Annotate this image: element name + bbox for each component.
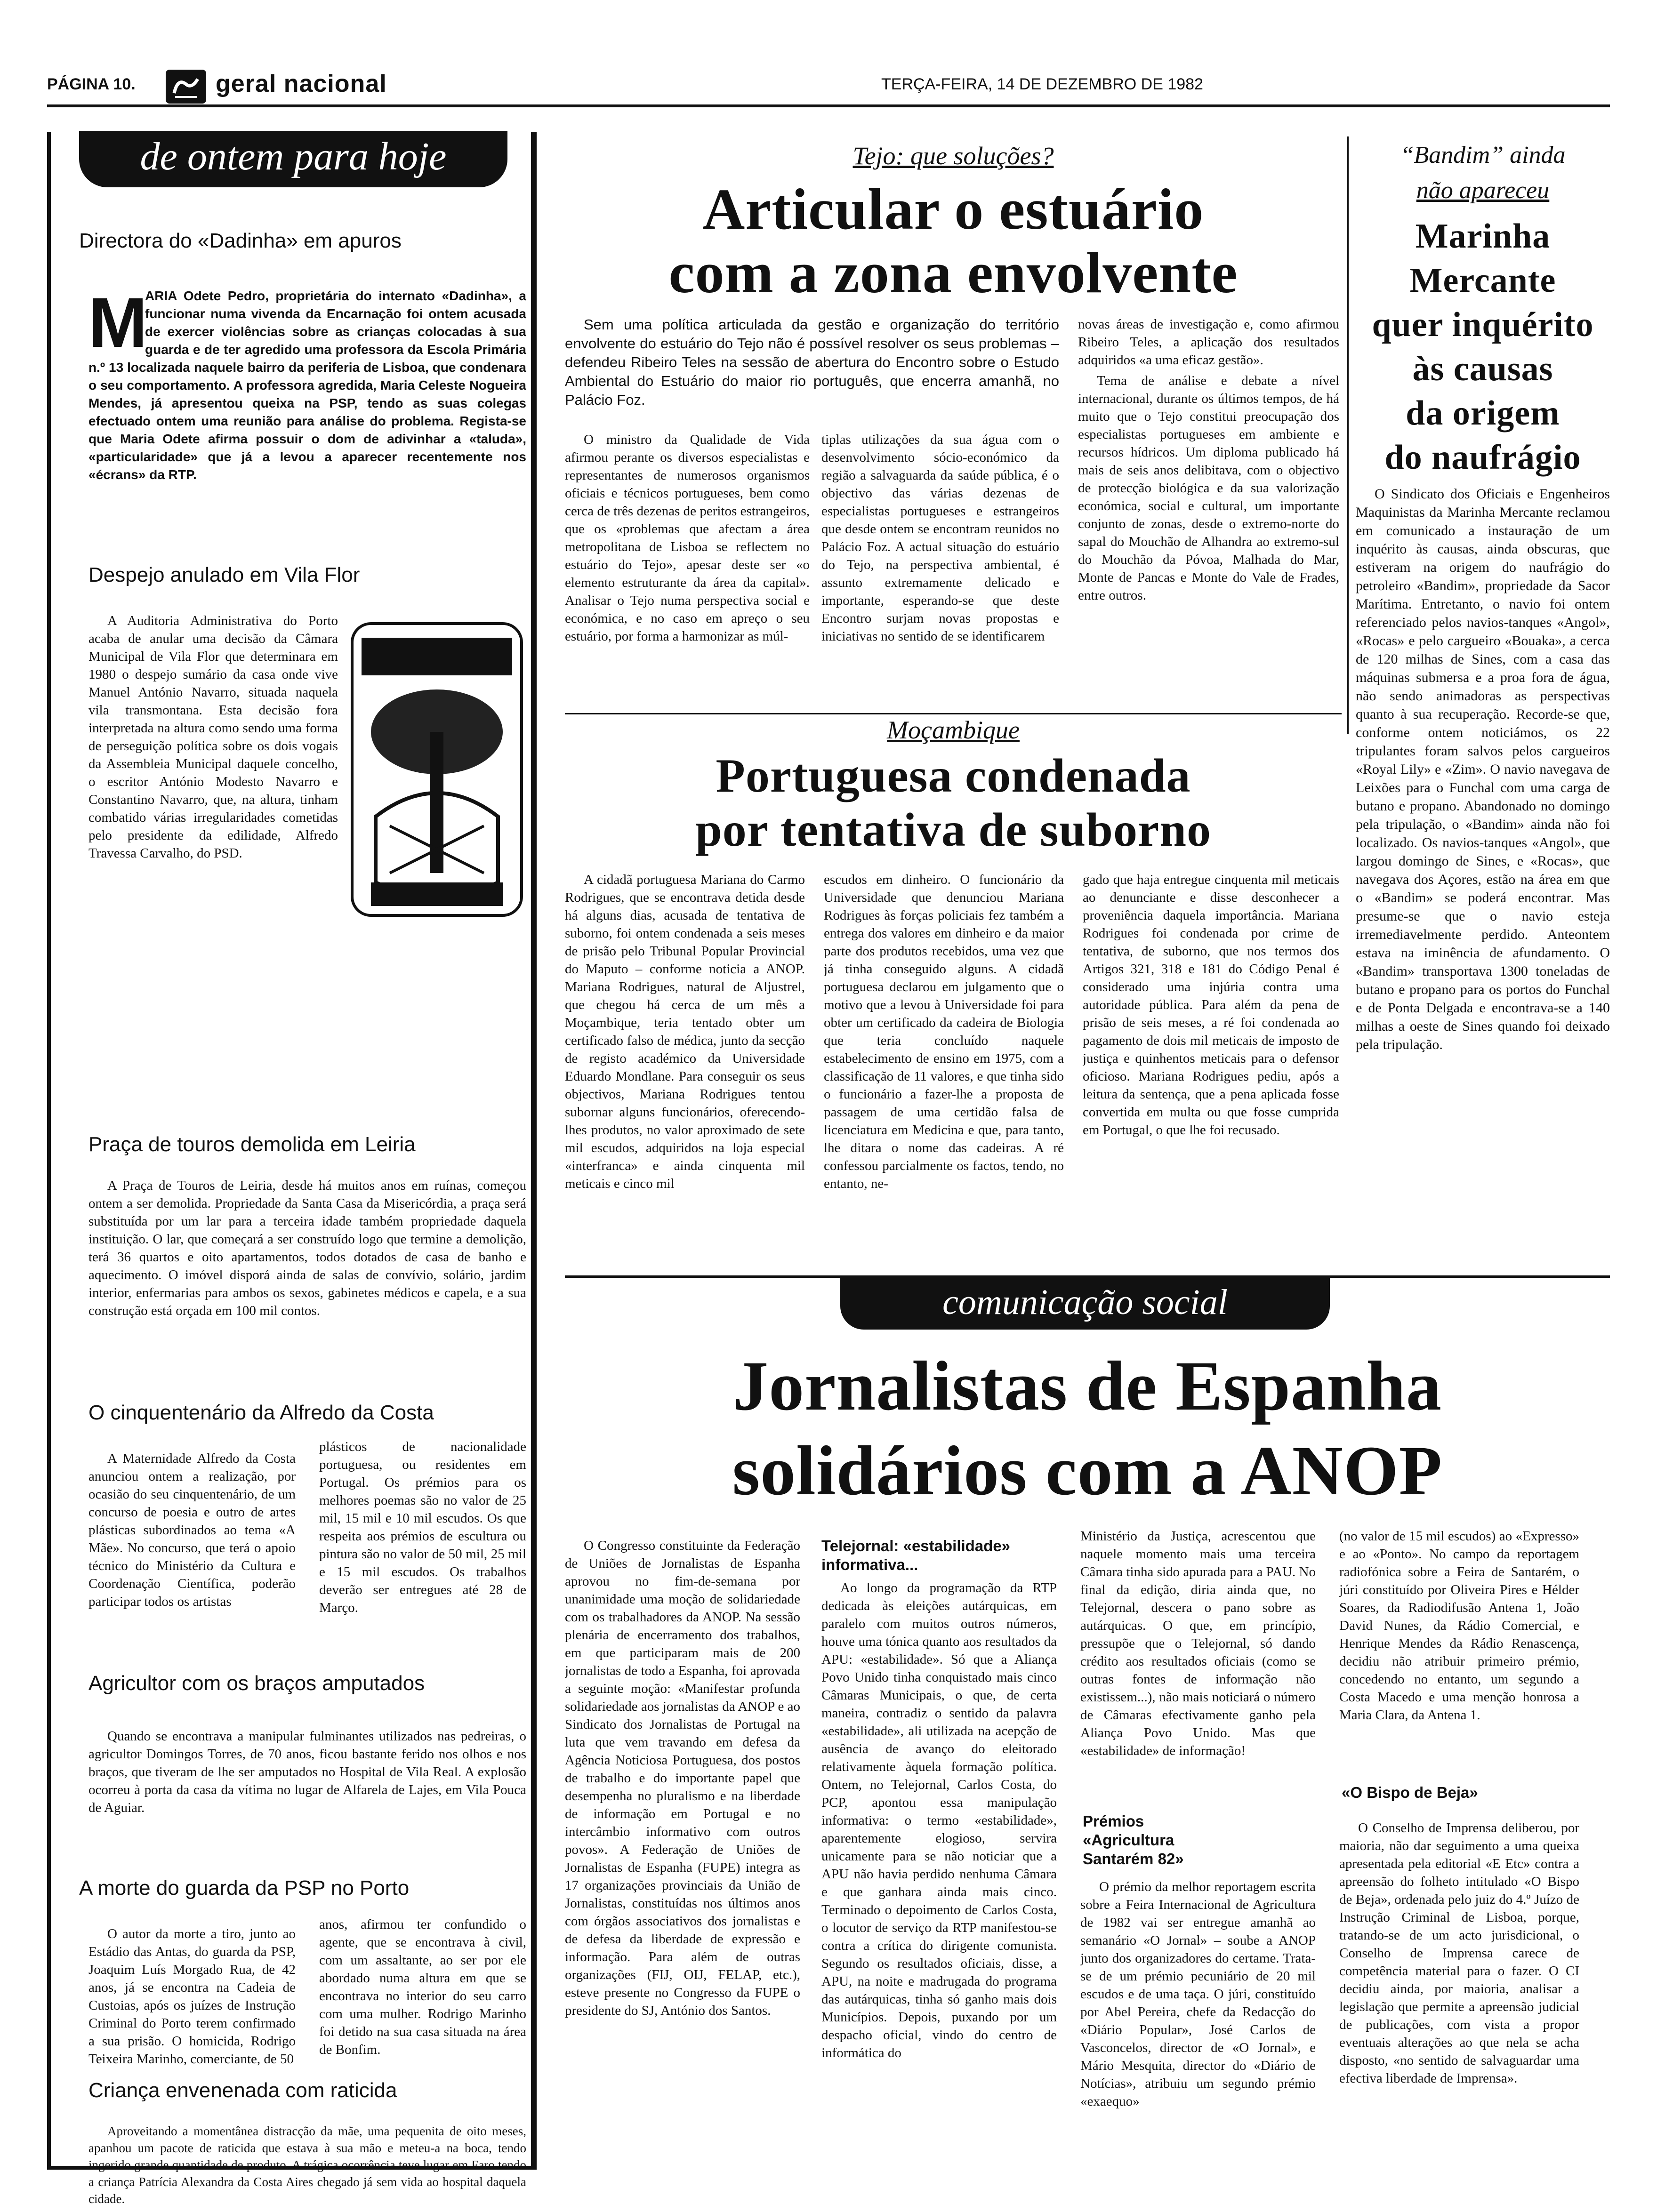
tejo-lead: Sem uma política articulada da gestão e organização do território envolvente do estuário do Tejo não é possível resolver os seus problemas – defendeu Ribeiro Teles na sessão de abertura do Encontro sobre o Estudo Ambiental do Estuário do maior rio português, que encerra amanhã, no Palácio Foz. xyxy=(565,316,1059,408)
item-body-agricultor: Quando se encontrava a manipular fulminantes utilizados nas pedreiras, o agricultor Domingos Torres, de 70 anos, ficou bastante ferido nos olhos e nos braços, que tiveram de lhe ser amputados no Hospital de Vila Real. A explosão ocorreu à porta da casa da vítima no lugar de Alfarela de Lajes, em Vila Pouca de Aguiar. xyxy=(88,1729,526,1815)
mocambique-kicker: Moçambique xyxy=(887,716,1020,744)
item-body-vila-flor: A Auditoria Administrativa do Porto acaba de anular uma decisão da Câmara Municipal de Vila Flor que determinara em 1980 o despejo sumário da casa onde vive Manuel António Navarro, situada naquela vila transmontana. Esta decisão fora interpretada na altura como sendo uma forma de perseguição política sobre os dois vogais da Assembleia Municipal daquele concelho, o escritor António Modesto Navarro e Constantino Navarro, que, na altura, tinham combatido várias irregularidades cometidas pelo presidente da edilidade, Alfredo Travessa Carvalho, do PSD. xyxy=(88,613,338,861)
item-body-alfredo-costa-b: plásticos de nacionalidade portuguesa, ou residentes em Portugal. Os prémios para os melhores poemas são no valor de 25 mil, 15 mil e 10 mil escudos. Os que respeita aos prémios de escultura ou pintura são no valor de 50 mil, 25 mil e 15 mil escudos. Os trabalhos deverão ser entregues até 28 de Março. xyxy=(319,1439,526,1615)
mocambique-col2: escudos em dinheiro. O funcionário da Universidade que denunciou Mariana Rodrigues às forças policiais fez também a entrega dos valores em dinheiro e da maior parte dos produtos recebidos, uma vez que já tinha conseguido alguns. A cidadã portuguesa declarou em julgamento que o motivo que a levou à Universidade foi para obter um certificado da cadeira de Biologia que teria concluído naquele estabelecimento de ensino em 1975, com a classificação de 11 valores, e que tinha sido o funcionário a fazer-lhe a proposta de passagem de uma certidão falsa de licenciatura em Medicina e que, para tanto, lhe ditara o nome das cadeiras. A ré confessou parcialmente os factos, tendo, no entanto, ne- xyxy=(824,872,1064,1191)
item-title-alfredo-costa: O cinquentenário da Alfredo da Costa xyxy=(88,1401,434,1424)
item-title-dadinha: Directora do «Dadinha» em apuros xyxy=(79,229,402,252)
item-title-vila-flor: Despejo anulado em Vila Flor xyxy=(88,563,360,586)
tejo-headline-line2: com a zona envolvente xyxy=(668,240,1238,305)
item-body-alfredo-costa-a: A Maternidade Alfredo da Costa anunciou ontem a realização, por ocasião do seu cinquentenário, de um concurso de poesia e outro de artes plásticas subordinados ao tema «A Mãe». No concurso, que terá o apoio técnico do Ministério da Cultura e Coordenação Científica, poderão participar todos os artistas xyxy=(88,1451,296,1609)
item-body-leiria: A Praça de Touros de Leiria, desde há muitos anos em ruínas, começou ontem a ser demolida. Propriedade da Santa Casa da Misericórdia, a praça será substituída por um lar para a terceira idade também propriedade daquela instituição. O lar, que começará a ser construído logo que termine a demolição, terá 36 quartos e oito apartamentos, todos dotados de casa de banho e aquecimento. O imóvel disporá ainda de salas de convívio, solário, jardim interior, enfermarias para ambos os sexos, gabinetes médicos e capela, e a sua construção está orçada em 100 mil contos. xyxy=(88,1178,526,1318)
tejo-bottom-rule xyxy=(565,713,1342,714)
mocambique-headline-line1: Portuguesa condenada xyxy=(716,749,1191,802)
issue-date: TERÇA-FEIRA, 14 DE DEZEMBRO DE 1982 xyxy=(881,75,1203,93)
newspaper-logo xyxy=(166,70,206,104)
bandim-headline-line: da origem xyxy=(1406,394,1560,433)
anop-headline-line2: solidários com a ANOP xyxy=(732,1432,1443,1510)
item-body-dadinha: ARIA Odete Pedro, proprietária do internato «Dadinha», a funcionar numa vivenda da Encarnação foi ontem acusada de exercer violências sobre as crianças colocadas à sua guarda e de ter agredido uma professora da Escola Primária n.º 13 localizada naquele bairro da periferia de Lisboa, que condenara o seu comportamento. A professora agredida, Maria Celeste Nogueira Mendes, já apresentou queixa na PSP, tendo as suas colegas efectuado ontem uma reunião para análise do problema. Regista-se que Maria Odete afirma possuir o dom de adivinhar a «taluda», «particularidade» que já a levou a aparecer recentemente nos «écrans» da RTP. xyxy=(88,289,526,482)
dropcap: M xyxy=(88,283,147,362)
tejo-headline-line1: Articular o estuário xyxy=(702,177,1204,241)
anop-col1: O Congresso constituinte da Federação de Uniões de Jornalistas de Espanha aprovou no fim-de-semana por unanimidade uma moção de solidariedade com os trabalhadores da ANOP. Na sessão plenária de encerramento dos trabalhos, em que participaram mais de 200 jornalistas de todo a Espanha, foi aprovada a seguinte moção: «Manifestar profunda solidariedade aos jornalistas da ANOP e ao Sindicato dos Jornalistas de Portugal na luta que vem travando em defesa da Agência Noticiosa Portuguesa, dos postos de trabalho e do importante papel que desempenha no pluralismo e na liberdade de informação em Portugal e no intercâmbio informativo com outros povos». A Federação de Uniões de Jornalistas de Espanha (FUPE) integra as 17 organizações provinciais da União de Jornalistas, constituídas nos últimos anos com órgãos associativos dos jornalistas e de defesa da liberdade de expressão e informação. Para além de outras organizações (FIJ, OIJ, FELAP, etc.), esteve presente no Congresso da FUPE o presidente do SJ, António dos Santos. xyxy=(565,1538,800,2018)
bandim-headline xyxy=(1356,214,1610,480)
anop-col4a: (no valor de 15 mil escudos) ao «Expresso» e ao «Ponto». No campo da reportagem radiofónica sobre a Feira de Santarém, o júri constituído por Oliveira Pires e Hélder Soares, da Radiodifusão Antena 1, João David Nunes, da Rádio Comercial, e Henrique Mendes da Rádio Renascença, decidiu não atribuir primeiro prémio, concedendo no entanto, um segundo a Costa Macedo e uma menção honrosa a Maria Clara, da Antena 1. xyxy=(1339,1529,1579,1723)
vila-flor-crest-image xyxy=(347,619,526,920)
anop-col4b: O Conselho de Imprensa deliberou, por maioria, não dar seguimento a uma queixa apresentada pela editorial «E Etc» contra a apreensão do folheto intitulado «O Bispo de Beja», ordenada pelo juiz do 4.º Juízo de Instrução Criminal de Lisboa, porque, tratando-se de um acto jurisdicional, o Conselho de Imprensa carece de competência material para o fazer. O CI decidiu ainda, por maioria, analisar a legislação que permite a apreensão judicial de publicações, com vista a propor eventuais alterações ao que nela se acha disposto, «no sentido de salvaguardar uma efectiva liberdade de Imprensa». xyxy=(1339,1820,1579,2086)
tejo-col1: O ministro da Qualidade de Vida afirmou perante os diversos especialistas e representantes de numerosos organismos oficiais e técnicos portugueses, bem como cerca de três dezenas de peritos estrangeiros, que os «problemas que afectam a área metropolitana de Lisboa se reflectem no estuário do Tejo», apesar deste ser «o elemento estruturante da área da capital». Analisar o Tejo numa perspectiva social e económica, e no caso em apreço o seu estuário, por forma a harmonizar as múl- xyxy=(565,432,810,644)
premios-subhead: Prémios «Agricultura Santarém 82» xyxy=(1083,1812,1184,1867)
left-column xyxy=(47,132,537,2206)
item-body-raticida: Aproveitando a momentânea distracção da mãe, uma pequenita de oito meses, apanhou um pacote de raticida que estava à sua mão e meteu-a na boca, tendo ingerido grande quantidade de produto. A trágica ocorrência teve lugar em Faro tendo a criança Patrícia Alexandra da Costa Aires chegado já sem vida ao hospital daquela cidade. xyxy=(88,2124,526,2206)
tejo-col2: tiplas utilizações da sua água com o desenvolvimento sócio-económico da região a salvaguarda da saúde pública, é o objectivo das várias dezenas de especialistas portugueses e estrangeiros que desde ontem se encontram reunidos no Palácio Foz. A actual situação do estuário do Tejo, na perspectiva ambiental, é assunto extremamente delicado e importante, esperando-se que deste Encontro surjam novas propostas e iniciativas no sentido de se identificarem xyxy=(821,432,1059,644)
bandim-headline-line: Mercante xyxy=(1409,261,1556,300)
item-body-guarda-psp-b: anos, afirmou ter confundido o agente, que se encontrava à civil, com um assaltante, ao ser por ele abordado numa altura em que se encontrava no interior do seu carro com uma mulher. Rodrigo Marinho foi detido na sua casa situada na área de Bonfim. xyxy=(319,1917,526,2057)
item-title-agricultor: Agricultor com os braços amputados xyxy=(88,1672,425,1695)
bandim-headline-line: às causas xyxy=(1412,350,1553,388)
section-title: geral nacional xyxy=(216,70,387,97)
mocambique-col3: gado que haja entregue cinquenta mil meticais ao denunciante e disse desconhecer a proveniência daquela importância. Mariana Rodrigues foi condenada por crime de tentativa, de suborno, que nos termos dos Artigos 321, 318 e 181 do Código Penal é considerado uma injúria contra uma autoridade pública. Para além da pena de prisão de seis meses, a ré foi condenada ao pagamento de dois mil meticais de imposto de justiça e quinhentos meticais para o defensor oficioso. Mariana Rodrigues pediu, após a leitura da sentença, que a pena aplicada fosse convertida em multa ou que fosse cumprida em Portugal, o que lhe foi recusado. xyxy=(1083,872,1339,1138)
anop-col2: Ao longo da programação da RTP dedicada às eleições autárquicas, em paralelo com muitos outros números, houve uma tónica quanto aos resultados da APU: «estabilidade». Só que a Aliança Povo Unido tinha conquistado mais cinco Câmaras Municipais, o que, de certa maneira, contradiz o sentido da palavra «estabilidade», ali utilizada na acepção de ausência de avanço do eleitorado relativamente àquela formação política. Ontem, no Telejornal, Carlos Costa, do PCP, apontou essa manipulação informativa: o termo «estabilidade», aparentemente elogioso, servira unicamente para se não noticiar que a APU não havia perdido nenhuma Câmara e que ganhara ainda mais cinco. Terminado o depoimento de Carlos Costa, o locutor de serviço da RTP manifestou-se contra a crítica do dirigente comunista. Segundo os resultados oficiais, disse, a APU, na noite e madrugada do programa das autárquicas, tinha só ganho mais dois Municípios. Depois, puxando por um despacho oficial, vindo do centro de informática do xyxy=(821,1580,1057,2060)
column-divider xyxy=(1347,136,1349,734)
ontem-banner: de ontem para hoje xyxy=(79,131,507,187)
item-title-guarda-psp: A morte do guarda da PSP no Porto xyxy=(79,1876,410,1899)
bandim-kicker-line1: “Bandim” ainda xyxy=(1400,142,1566,168)
bandim-headline-line: do naufrágio xyxy=(1384,438,1581,477)
comunicacao-social-banner: comunicação social xyxy=(840,1278,1330,1330)
mocambique-col1: A cidadã portuguesa Mariana do Carmo Rodrigues, que se encontrava detida desde há alguns dias, acusada de tentativa de suborno, foi ontem condenada a seis meses de prisão pelo Tribunal Popular Provincial do Maputo – conforme noticia a ANOP. Mariana Rodrigues, natural de Aljustrel, que chegou há cerca de um mês a Moçambique, teria tentado obter um certificado falso de médica, junto da secção de registo académico da Universidade Eduardo Mondlane. Para conseguir os seus objectivos, Mariana Rodrigues tentou subornar alguns funcionários, oferecendo-lhes produtos, no valor aproximado de sete mil escudos, adquiridos na loja especial «interfranca» e ainda cinquenta mil meticais e cinco mil xyxy=(565,872,805,1191)
bandim-body: O Sindicato dos Oficiais e Engenheiros Maquinistas da Marinha Mercante reclamou em comunicado a instauração de um inquérito às causas, ainda obscuras, que estiveram na origem do naufrágio do petroleiro «Bandim», propriedade da Sacor Marítima. Entretanto, o navio foi ontem referenciado pelos navios-tanques «Angol», «Rocas» e pelo cargueiro «Bouaka», a cerca de 120 milhas de Sines, com a casa das máquinas submersa e a proa fora de água, não sendo animadoras as perspectivas quanto à sua recuperação. Recorde-se que, conforme ontem noticiámos, os 22 tripulantes foram salvos pelos cargueiros «Royal Lily» e «Zim». O navio navegava de Leixões para o Funchal com uma carga de butano e propano. Abandonado no domingo pela tripulação, o «Bandim» ainda não foi localizado. Os navios-tanques «Angol», que largou domingo de Sines, e «Rocas», que navegava dos Açores, estão na área em que o «Bandim» se poderá encontrar. Mas presume-se que o navio esteja irremediavelmente perdido. Anteontem estava na iminência de afundamento. O «Bandim» transportava 1300 toneladas de butano e propano para os portos do Funchal e de Ponta Delgada e encontrava-se a 140 milhas a oeste de Sines quando foi deixado pela tripulação. xyxy=(1356,486,1610,1052)
bandim-headline-line: Marinha xyxy=(1415,217,1551,256)
bandim-headline-line: quer inquérito xyxy=(1372,305,1594,344)
tejo-col3: novas áreas de investigação e, como afirmou Ribeiro Teles, a aplicação dos resultados adquiridos «a uma eficaz gestão». Tema de análise e debate a nível internacional, durante os últimos tempos, de há muito que o Tejo constitui preocupação dos especialistas portugueses em ambiente e recursos hídricos. Um diploma publicado há mais de seis anos delibitava, com o objectivo de protecção biológica e da sua valorização económica, social e cultural, um importante conjunto de zonas, desde o extremo-norte do sapal do Mouchão de Alhandra ao extremo-sul do Mouchão da Póvoa, Malhada do Mar, Monte de Pancas e Monte do Vale de Frades, entre outros. xyxy=(1078,317,1339,603)
telejornal-subhead: Telejornal: «estabilidade» informativa... xyxy=(821,1537,1011,1573)
anop-col3a: Ministério da Justiça, acrescentou que naquele momento mais uma terceira Câmara tinha sido apurada para a PAU. No final da edição, diria ainda que, no Telejornal, descera o pano sobre as autárquicas. O que, em princípio, pressupõe que o Telejornal, só dando crédito aos resultados oficiais (como se outras fontes de informação não existissem...), não mais noticiará o número de Câmaras efectivamente ganho pela Aliança Povo Unido. Mas que «estabilidade» de informação! xyxy=(1080,1529,1316,1758)
item-title-leiria: Praça de touros demolida em Leiria xyxy=(88,1133,416,1156)
anop-col3b: O prémio da melhor reportagem escrita sobre a Feira Internacional de Agricultura de 1982 vai ser entregue amanhã ao semanário «O Jornal» – soube a ANOP junto dos organizadores do certame. Trata-se de um prémio pecuniário de 20 mil escudos e de uma taça. O júri, constituído por Abel Pereira, chefe da Redacção do «Diário Popular», José Carlos de Vasconcelos, director de «O Jornal», e Mário Mesquita, director do «Diário de Notícias», atribuiu um segundo prémio «exaequo» xyxy=(1080,1879,1316,2109)
page-number: PÁGINA 10. xyxy=(47,75,136,93)
item-title-raticida: Criança envenenada com raticida xyxy=(88,2079,397,2102)
bandim-kicker-line2: não apareceu xyxy=(1416,177,1550,204)
mocambique-headline-line2: por tentativa de suborno xyxy=(695,803,1212,857)
bispo-beja-subhead: «O Bispo de Beja» xyxy=(1342,1784,1478,1801)
anop-headline-line1: Jornalistas de Espanha xyxy=(733,1347,1442,1425)
tejo-kicker: Tejo: que soluções? xyxy=(853,142,1054,170)
masthead-rule xyxy=(47,104,1610,107)
item-body-guarda-psp-a: O autor da morte a tiro, junto ao Estádio das Antas, do guarda da PSP, Joaquim Luís Morgado Rua, de 42 anos, já se encontra na Cadeia de Custoias, após os juízes de Instrução Criminal do Porto terem confirmado a sua prisão. O homicida, Rodrigo Teixeira Marinho, comerciante, de 50 xyxy=(88,1926,296,2067)
